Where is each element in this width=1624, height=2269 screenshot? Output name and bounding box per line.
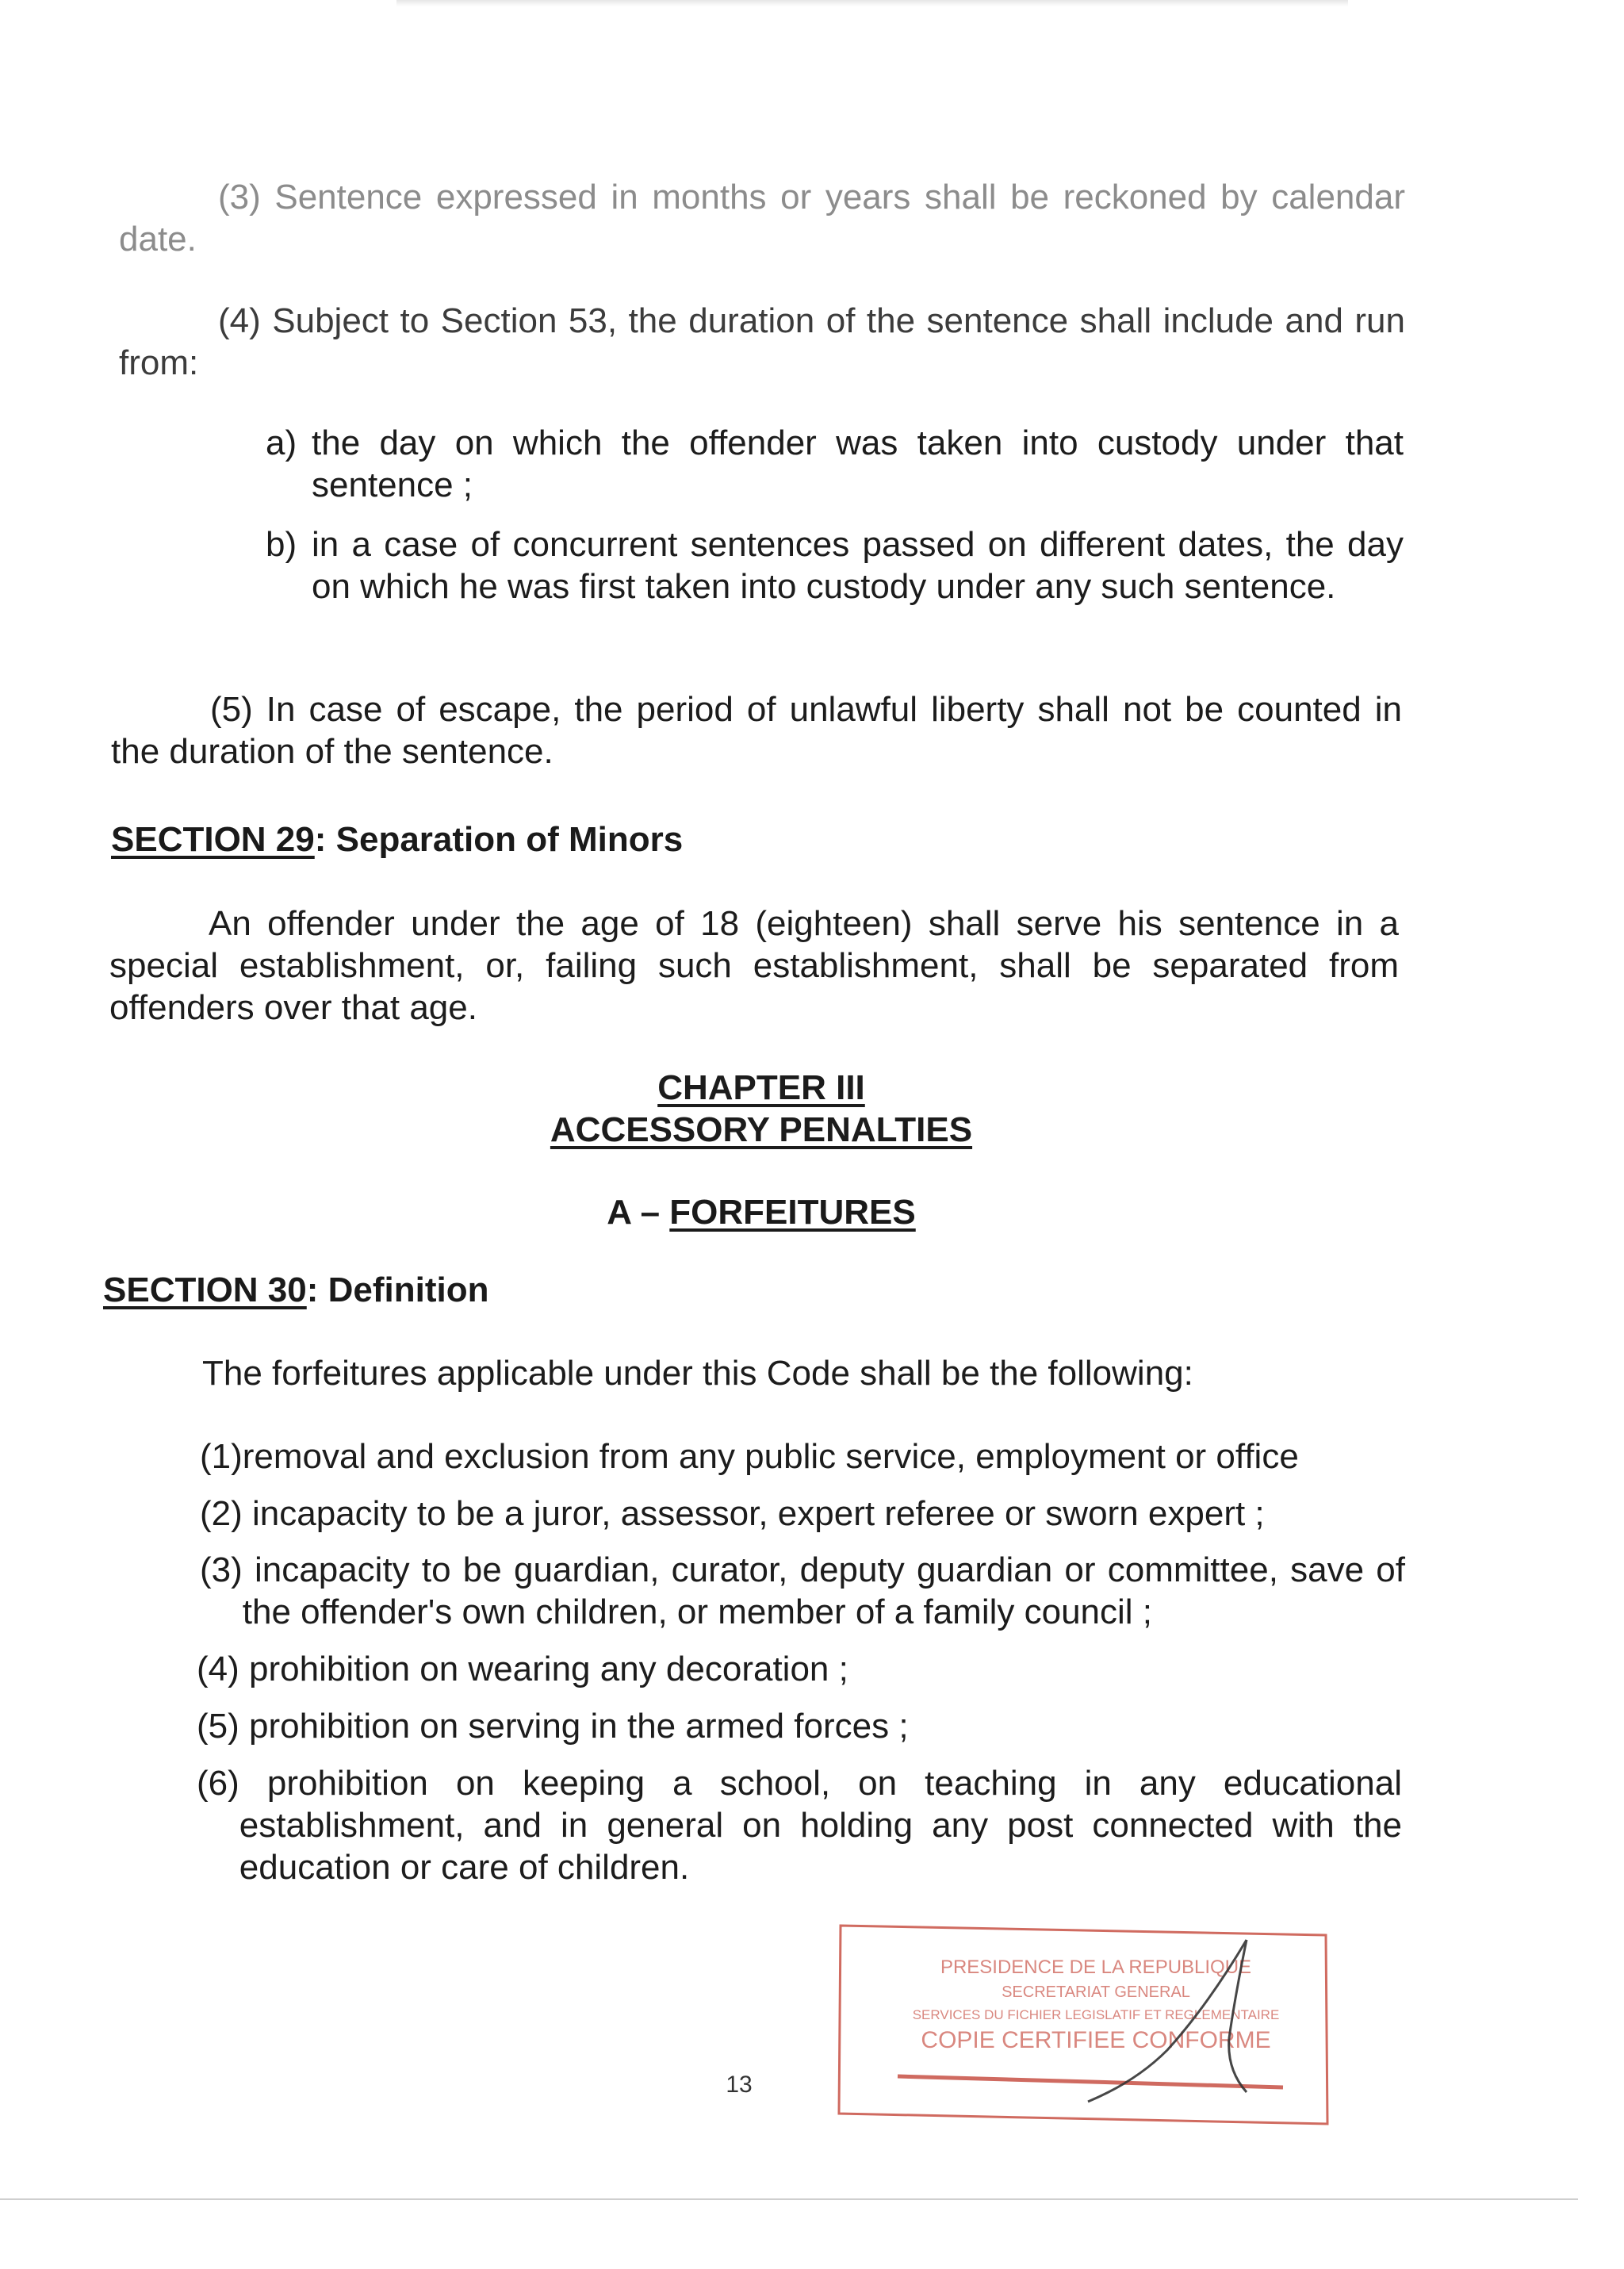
item-text: incapacity to be guardian, curator, deputy guardian or committee, save of the offender's own children, or member of a family council ; [242, 1550, 1415, 1631]
list-text: in a case of concurrent sentences passed on different dates, the day on which he was first taken into custody under any such sentence. [312, 525, 1404, 606]
forfeiture-item-2 [200, 1493, 1405, 1535]
footer-divider [0, 2198, 1578, 2200]
item-label: (5) [197, 1707, 239, 1746]
section-title: : Definition [306, 1271, 489, 1309]
scan-edge-shadow [396, 0, 1348, 6]
item-text: prohibition on serving in the armed forces ; [239, 1707, 909, 1746]
paragraph-4-duration: (4) Subject to Section 53, the duration of the sentence shall include and run from: [119, 301, 1405, 382]
subheading-title: FORFEITURES [669, 1193, 916, 1232]
item-label: (3) [200, 1550, 243, 1589]
section-title: : Separation of Minors [314, 820, 684, 859]
item-label: (1) [200, 1437, 243, 1476]
forfeiture-item-3 [200, 1549, 1415, 1633]
stamp-line-2: SECRETARIAT GENERAL [1002, 1983, 1190, 2001]
stamp-border [839, 1926, 1327, 2124]
list-text: the day on which the offender was taken into custody under that sentence ; [312, 424, 1404, 504]
paragraph-3-sentence-reckoning: (3) Sentence expressed in months or years shall be reckoned by calendar date. [119, 178, 1405, 259]
section-29-heading [111, 818, 1380, 860]
section-30-heading [103, 1269, 1372, 1311]
certified-copy-stamp [834, 1911, 1332, 2125]
stamp-underline [898, 2076, 1283, 2087]
item-label: (4) [197, 1650, 239, 1688]
list-label: a) [266, 424, 297, 462]
paragraph-5-escape: (5) In case of escape, the period of unlawful liberty shall not be counted in the duration of the sentence. [111, 690, 1402, 771]
item-text: incapacity to be a juror, assessor, expert referee or sworn expert ; [242, 1494, 1265, 1533]
section-number: SECTION 30 [103, 1271, 307, 1309]
section-29-body: An offender under the age of 18 (eighteen) shall serve his sentence in a special establishment, or, failing such establishment, shall be separated from offenders over that age. [109, 904, 1399, 1027]
section-number: SECTION 29 [111, 820, 315, 859]
list-label: b) [266, 525, 297, 564]
item-text: removal and exclusion from any public service, employment or office [242, 1437, 1299, 1476]
list-item-4b [266, 523, 1404, 607]
forfeiture-item-6 [197, 1762, 1412, 1888]
page-number: 13 [726, 2072, 753, 2098]
item-label: (2) [200, 1494, 243, 1533]
chapter-title: ACCESSORY PENALTIES [550, 1110, 973, 1149]
stamp-line-4: COPIE CERTIFIEE CONFORME [921, 2027, 1271, 2053]
chapter-number: CHAPTER III [657, 1068, 865, 1107]
stamp-line-3: SERVICES DU FICHIER LEGISLATIF ET REGLEMENTAIRE [912, 2007, 1280, 2022]
forfeiture-item-1 [200, 1435, 1405, 1478]
forfeiture-item-4 [197, 1648, 1402, 1690]
item-text: prohibition on wearing any decoration ; [239, 1650, 848, 1688]
stamp-line-1: PRESIDENCE DE LA REPUBLIQUE [940, 1957, 1252, 1978]
item-text: prohibition on keeping a school, on teaching in any educational establishment, and in general on holding any post connected with the education or care of children. [239, 1764, 1412, 1887]
list-item-4a [266, 422, 1404, 506]
item-label: (6) [197, 1764, 239, 1803]
subheading-forfeitures [444, 1191, 1078, 1233]
subheading-prefix: A – [607, 1193, 670, 1232]
forfeiture-item-5 [197, 1705, 1402, 1747]
section-30-intro: The forfeitures applicable under this Code shall be the following: [202, 1354, 1193, 1393]
